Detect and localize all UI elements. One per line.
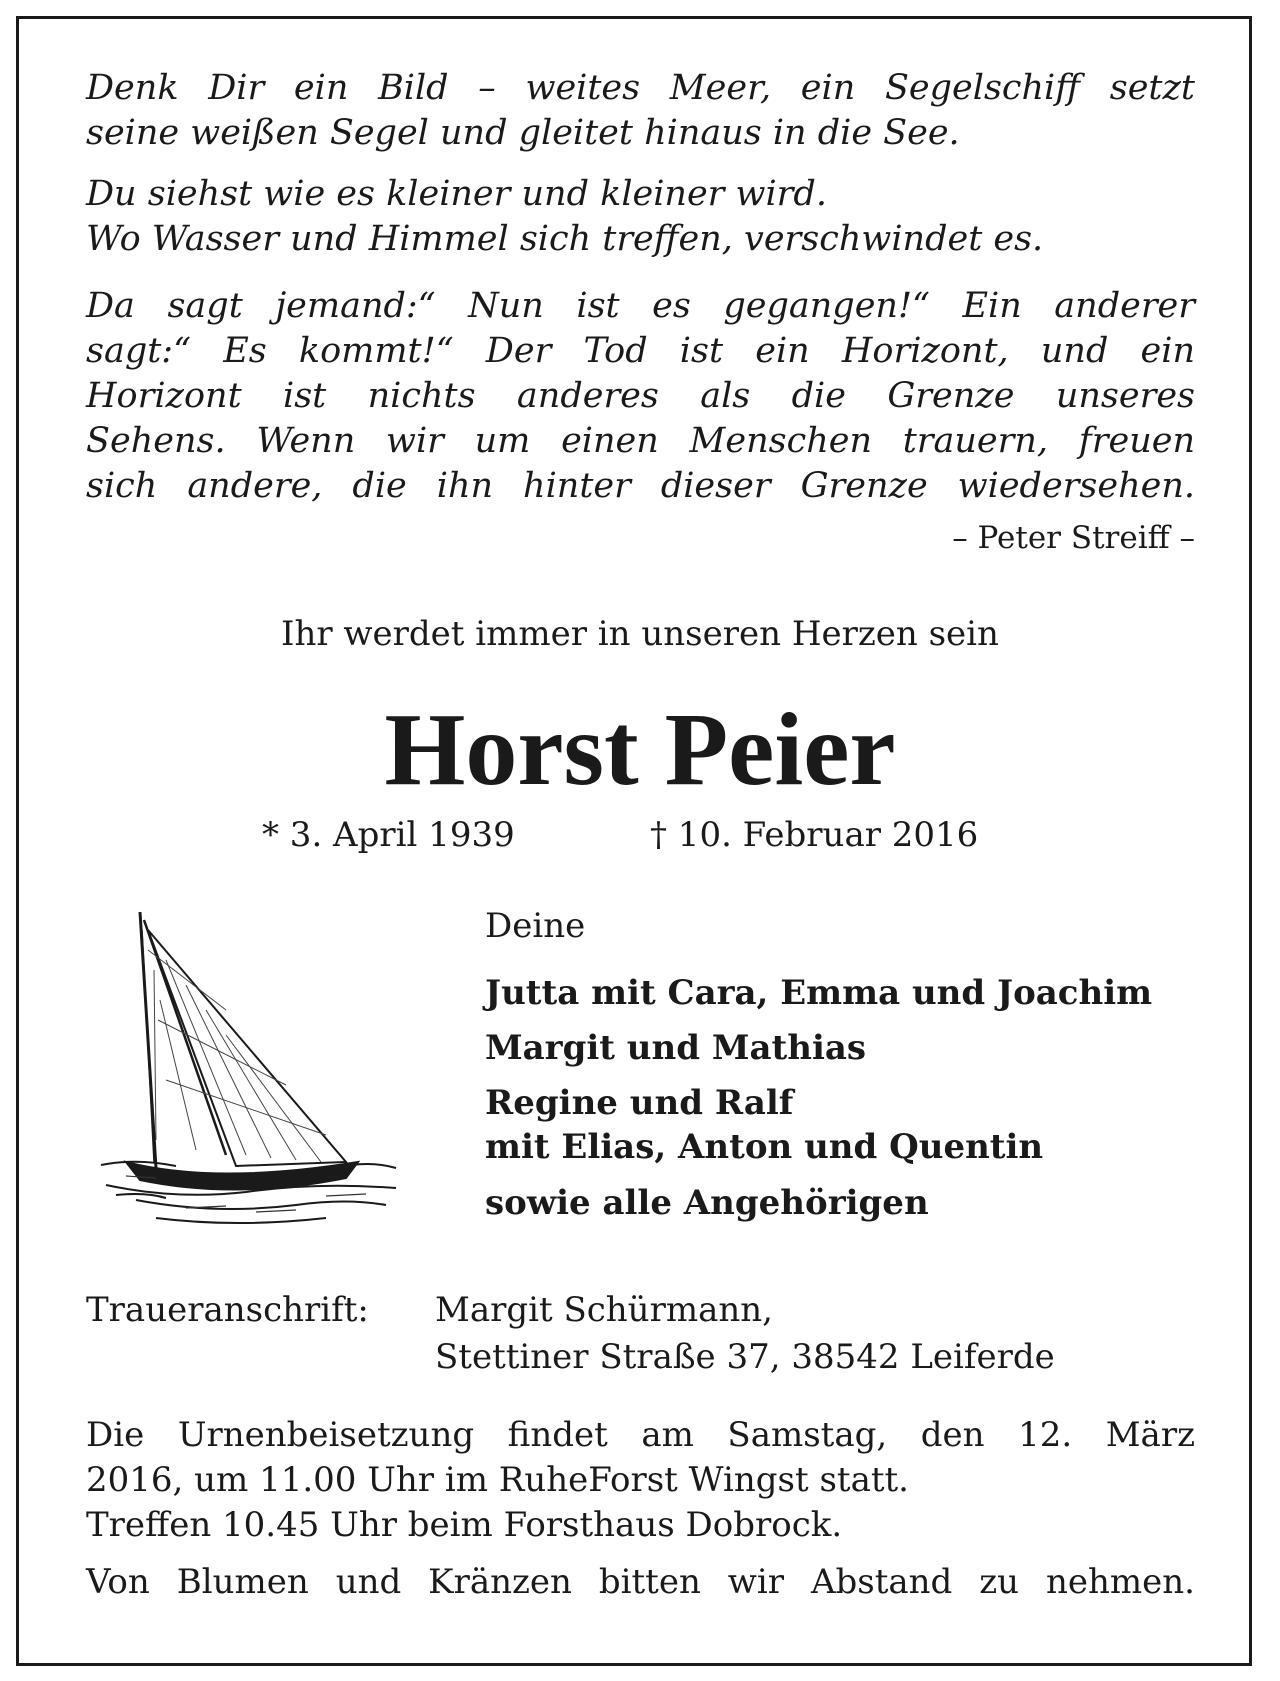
- flowers-note: Von Blumen und Kränzen bitten wir Abstand zu nehmen.: [86, 1562, 1195, 1602]
- poem-line: Denk Dir ein Bild – weites Meer, ein Segelschiff setzt: [86, 68, 1195, 108]
- death-date: † 10. Februar 2016: [650, 815, 979, 855]
- sailboat-illustration-icon: [96, 900, 406, 1230]
- heading: Ihr werdet immer in unseren Herzen sein: [281, 614, 999, 654]
- poem-line: sich andere, die ihn hinter dieser Grenze wiedersehen.: [86, 466, 1195, 506]
- birth-date: * 3. April 1939: [262, 815, 515, 855]
- poem-line: Sehens. Wenn wir um einen Menschen trauern, freuen: [86, 421, 1195, 461]
- family-line: mit Elias, Anton und Quentin: [485, 1127, 1044, 1167]
- family-line: Regine und Ralf: [485, 1083, 794, 1123]
- poem-line: Da sagt jemand:“ Nun ist es gegangen!“ Ein anderer: [86, 286, 1195, 326]
- poem-line: sagt:“ Es kommt!“ Der Tod ist ein Horizont, und ein: [86, 331, 1195, 371]
- family-line: Margit und Mathias: [485, 1028, 867, 1068]
- family-line: sowie alle Angehörigen: [485, 1183, 929, 1223]
- burial-line: Treffen 10.45 Uhr beim Forsthaus Dobrock.: [86, 1505, 843, 1545]
- address-line: Stettiner Straße 37, 38542 Leiferde: [435, 1337, 1055, 1377]
- poem-line: seine weißen Segel und gleitet hinaus in die See.: [86, 113, 960, 153]
- family-intro: Deine: [485, 906, 586, 946]
- address-label: Traueranschrift:: [86, 1290, 369, 1330]
- burial-line: 2016, um 11.00 Uhr im RuheForst Wingst statt.: [86, 1460, 909, 1500]
- deceased-name: Horst Peier: [384, 692, 896, 807]
- address-line: Margit Schürmann,: [435, 1290, 773, 1330]
- poem-author: – Peter Streiff –: [952, 520, 1195, 556]
- family-line: Jutta mit Cara, Emma und Joachim: [485, 973, 1153, 1013]
- poem-line: Horizont ist nichts anderes als die Grenze unseres: [86, 376, 1195, 416]
- burial-line: Die Urnenbeisetzung findet am Samstag, den 12. März: [86, 1415, 1195, 1455]
- poem-line: Du siehst wie es kleiner und kleiner wird.: [86, 174, 827, 214]
- poem-line: Wo Wasser und Himmel sich treffen, verschwindet es.: [86, 219, 1044, 259]
